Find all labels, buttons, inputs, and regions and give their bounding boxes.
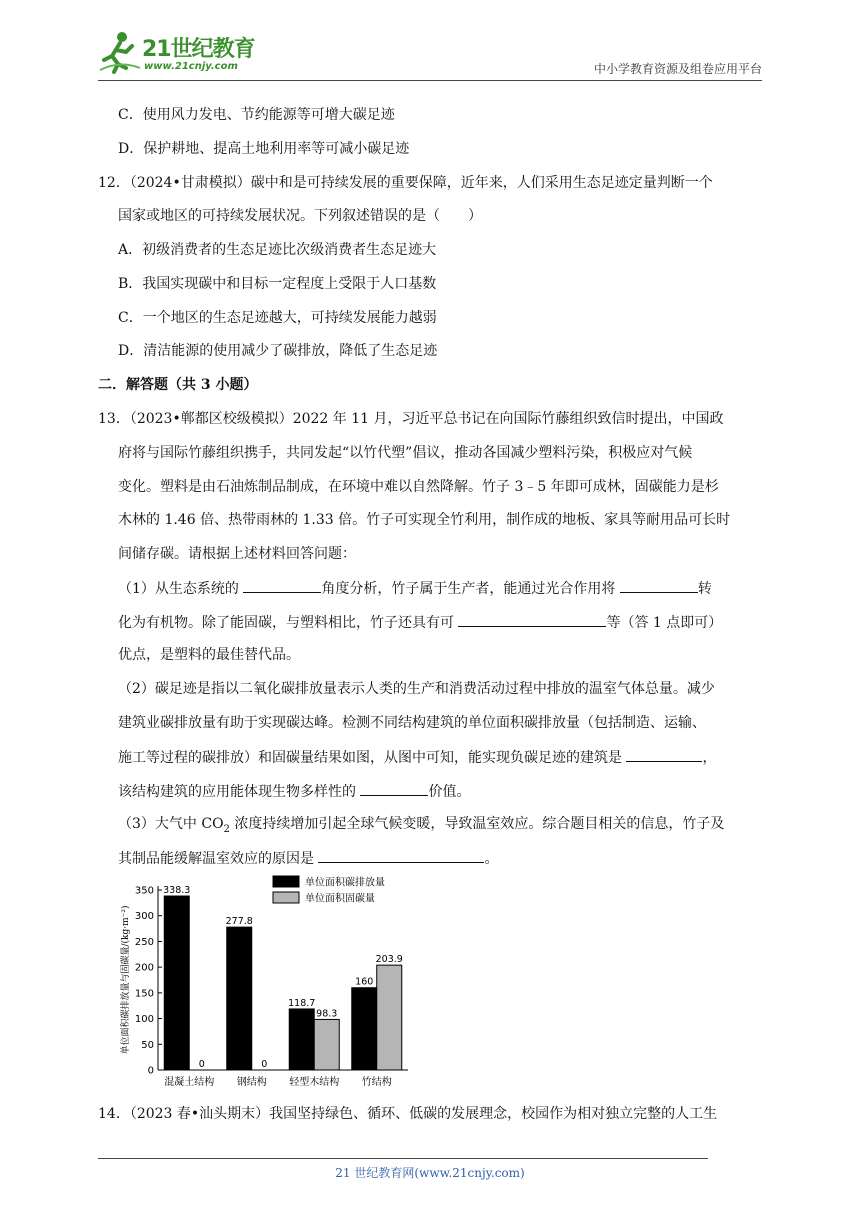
question-13-line3: 变化。塑料是由石油炼制品制成，在环境中难以自然降解。竹子 3﹣5 年即可成林，固碳能力是杉 [118, 479, 719, 495]
header-divider [98, 80, 762, 81]
category-label: 轻型木结构 [289, 1077, 340, 1088]
site-logo [98, 30, 268, 78]
sub-question-1-cont: 化为有机物。除了能固碳，与塑料相比，竹子还具有可 等（答 1 点即可） [118, 612, 722, 633]
bar [377, 965, 402, 1070]
data-label: 118.7 [288, 997, 316, 1009]
section-heading: 二．解答题（共 3 小题） [98, 377, 258, 393]
data-label: 0 [261, 1059, 268, 1070]
logo-url: www.21cnjy.com [144, 61, 238, 72]
answer-blank-3[interactable] [458, 612, 606, 627]
bar [227, 927, 252, 1070]
bar [352, 988, 377, 1070]
option-11d: D．保护耕地、提高土地利用率等可减小碳足迹 [118, 141, 410, 157]
sub-question-2-line2: 建筑业碳排放量有助于实现碳达峰。检测不同结构建筑的单位面积碳排放量（包括制造、运输、 [118, 715, 706, 731]
sub-question-1-end: 优点，是塑料的最佳替代品。 [118, 647, 300, 663]
category-label: 钢结构 [236, 1077, 267, 1088]
data-label: 98.3 [316, 1008, 338, 1020]
answer-blank-1[interactable] [243, 578, 321, 593]
option-12c: C．一个地区的生态足迹越大，可持续发展能力越弱 [118, 310, 437, 326]
sub-question-1: （1）从生态系统的 角度分析，竹子属于生产者，能通过光合作用将 转 [118, 578, 712, 599]
answer-blank-2[interactable] [620, 578, 698, 593]
sub-question-3: （3）大气中 $CO_2$ 浓度持续增加引起全球气候变暖，导致温室效应。综合题目相关的信息，竹子及 [118, 816, 725, 835]
runner-icon [98, 30, 142, 74]
answer-blank-5[interactable] [360, 781, 428, 796]
question-12-stem: 12．（2024•甘肃模拟）碳中和是可持续发展的重要保障，近年来，人们采用生态足迹定量判断一个 [98, 175, 713, 191]
page-footer: 21 世纪教育网(www.21cnjy.com) [335, 1166, 525, 1180]
option-12b: B．我国实现碳中和目标一定程度上受限于人口基数 [118, 276, 437, 292]
y-tick-label: 300 [134, 911, 154, 923]
data-label: 338.3 [163, 885, 191, 897]
question-13-line5: 间储存碳。请根据上述材料回答问题： [118, 546, 356, 562]
y-tick-label: 250 [134, 936, 154, 948]
y-axis-label: 单位面积碳排放量与固碳量/(kg·m⁻²) [121, 905, 131, 1055]
page-header [98, 30, 762, 80]
y-tick-label: 200 [134, 962, 154, 974]
bar [314, 1019, 339, 1070]
question-13-line4: 木林的 1.46 倍、热带雨林的 1.33 倍。竹子可实现全竹利用，制作成的地板、家具等耐用品可长时 [118, 512, 731, 528]
y-tick-label: 150 [134, 988, 154, 1000]
y-tick-label: 100 [134, 1014, 154, 1026]
option-11c: C．使用风力发电、节约能源等可增大碳足迹 [118, 107, 395, 123]
category-label: 混凝土结构 [164, 1077, 215, 1088]
platform-name: 中小学教育资源及组卷应用平台 [593, 62, 762, 76]
legend-label: 单位面积固碳量 [305, 893, 375, 905]
legend-label: 单位面积碳排放量 [305, 877, 385, 889]
logo-text: 21世纪教育 [142, 37, 255, 62]
answer-blank-4[interactable] [626, 747, 702, 762]
option-12d: D．清洁能源的使用减少了碳排放，降低了生态足迹 [118, 343, 438, 359]
carbon-bar-chart [118, 870, 418, 1100]
sub-question-2-line3: 施工等过程的碳排放）和固碳量结果如图，从图中可知，能实现负碳足迹的建筑是 ， [118, 747, 716, 768]
footer-divider [98, 1158, 708, 1159]
sub-question-2-line4: 该结构建筑的应用能体现生物多样性的 价值。 [118, 781, 470, 802]
bar [289, 1009, 314, 1070]
legend-swatch [273, 876, 299, 887]
data-label: 203.9 [375, 954, 403, 966]
question-14-stem: 14．（2023 春•汕头期末）我国坚持绿色、循环、低碳的发展理念，校园作为相对独立完整的人工生 [98, 1106, 718, 1122]
data-label: 277.8 [225, 916, 253, 928]
data-label: 0 [198, 1059, 205, 1070]
sub-question-2: （2）碳足迹是指以二氧化碳排放量表示人类的生产和消费活动过程中排放的温室气体总量。减少 [118, 681, 715, 697]
question-13-line2: 府将与国际竹藤组织携手，共同发起“以竹代塑”倡议，推动各国减少塑料污染，积极应对气候 [118, 445, 693, 461]
category-label: 竹结构 [361, 1077, 392, 1088]
y-tick-label: 50 [141, 1039, 154, 1051]
legend-swatch [273, 892, 299, 903]
answer-blank-6[interactable] [318, 848, 484, 863]
sub-question-3-cont: 其制品能缓解温室效应的原因是 。 [118, 848, 498, 869]
bar [164, 896, 189, 1070]
question-13-stem: 13．（2023•郸都区校级模拟）2022 年 11 月，习近平总书记在向国际竹藤组织致信时提出，中国政 [98, 411, 724, 427]
y-tick-label: 350 [134, 885, 154, 897]
option-12a: A．初级消费者的生态足迹比次级消费者生态足迹大 [118, 242, 437, 258]
y-tick-label: 0 [147, 1065, 154, 1077]
data-label: 160 [355, 976, 374, 988]
question-12-stem-cont: 国家或地区的可持续发展状况。下列叙述错误的是（ ） [118, 208, 482, 224]
